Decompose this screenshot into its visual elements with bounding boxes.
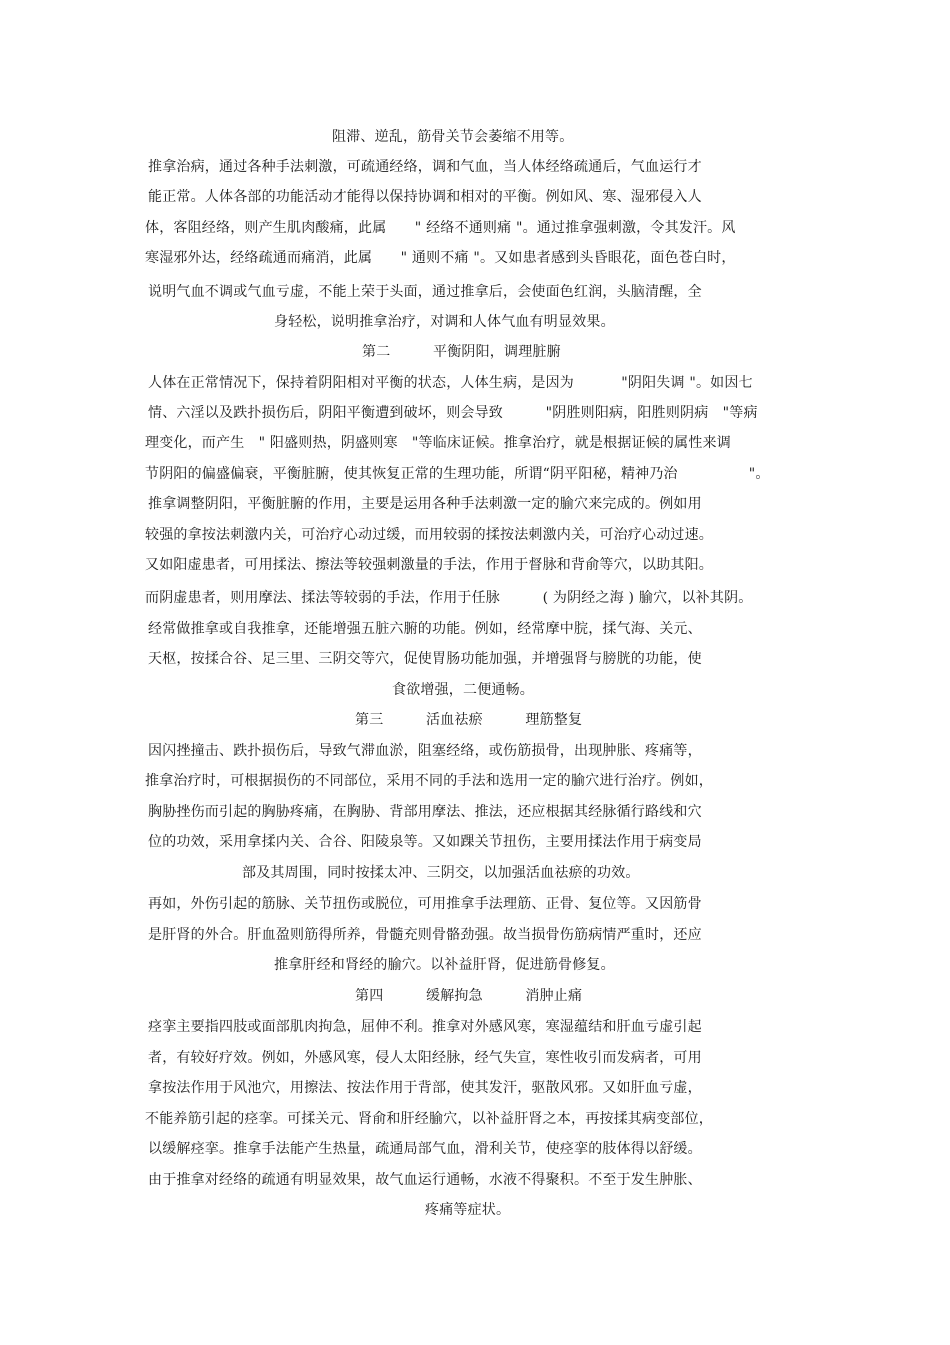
text-line: 不能养筋引起的痉挛。可揉关元、肾俞和肝经腧穴，以补益肝肾之本，再按揉其病变部位， — [145, 1111, 713, 1127]
text-line: 由于推拿对经络的疏通有明显效果，故气血运行通畅，水液不得聚积。不至于发生肿胀、 — [148, 1172, 702, 1188]
text-line: 拿按法作用于风池穴，用擦法、按法作用于背部，使其发汗，驱散风邪。又如肝血亏虚， — [148, 1080, 702, 1096]
text-line: 是肝肾的外合。肝血盈则筋得所养，骨髓充则骨骼劲强。故当损骨伤筋病情严重时，还应 — [148, 927, 702, 943]
text-line: 疼痛等症状。 — [425, 1202, 511, 1218]
text-line: 理变化，而产生 " 阳盛则热，阴盛则寒 "等临床证候。推拿治疗，就是根据证候的属性来调 — [145, 435, 731, 451]
text-line: 阻滞、逆乱，筋骨关节会萎缩不用等。 — [332, 129, 574, 145]
text-line: 推拿治病，通过各种手法刺激，可疏通经络，调和气血，当人体经络疏通后，气血运行才 — [148, 159, 702, 175]
text-line: 较强的拿按法刺激内关，可治疗心动过缓，而用较弱的揉按法刺激内关，可治疗心动过速。 — [145, 527, 713, 543]
text-line: 能正常。人体各部的功能活动才能得以保持协调和相对的平衡。例如风、寒、湿邪侵入人 — [148, 189, 702, 205]
text-line: 因闪挫撞击、跌扑损伤后，导致气滞血淤，阻塞经络，或伤筋损骨，出现肿胀、疼痛等， — [148, 743, 702, 759]
text-line: 再如，外伤引起的筋脉、关节扭伤或脱位，可用推拿手法理筋、正骨、复位等。又因筋骨 — [148, 896, 702, 912]
section-heading: 第二 平衡阴阳，调理脏腑 — [362, 344, 561, 360]
text-line: 推拿治疗时，可根据损伤的不同部位，采用不同的手法和选用一定的腧穴进行治疗。例如， — [145, 773, 713, 789]
text-line: 体，客阻经络，则产生肌肉酸痛，此属 " 经络不通则痛 "。通过推拿强刺激，令其发汗。风 — [145, 220, 736, 236]
text-line: 节阴阳的偏盛偏衰，平衡脏腑，使其恢复正常的生理功能，所谓“阴平阳秘，精神乃治 "。 — [145, 466, 770, 482]
text-line: 推拿肝经和肾经的腧穴。以补益肝肾，促进筋骨修复。 — [274, 957, 615, 973]
text-line: 痉挛主要指四肢或面部肌肉拘急，屈伸不利。推拿对外感风寒，寒湿蕴结和肝血亏虚引起 — [148, 1019, 702, 1035]
text-line: 位的功效，采用拿揉内关、合谷、阳陵泉等。又如踝关节扭伤，主要用揉法作用于病变局 — [148, 834, 702, 850]
text-line: 天枢，按揉合谷、足三里、三阴交等穴，促使胃肠功能加强，并增强肾与膀胱的功能，使 — [148, 651, 702, 667]
text-line: 人体在正常情况下，保持着阴阳相对平衡的状态，人体生病，是因为 "阴阳失调 "。如因七 — [148, 375, 753, 391]
text-line: 胸胁挫伤而引起的胸胁疼痛，在胸胁、背部用摩法、推法，还应根据其经脉循行路线和穴 — [148, 804, 702, 820]
text-line: 部及其周围，同时按揉太冲、三阴交，以加强活血祛瘀的功效。 — [242, 865, 640, 881]
text-line: 寒湿邪外达，经络疏通而痛消，此属 " 通则不痛 "。又如患者感到头昏眼花，面色苍白时， — [145, 250, 736, 266]
section-heading: 第三 活血祛瘀 理筋整复 — [355, 712, 583, 728]
text-line: 说明气血不调或气血亏虚，不能上荣于头面，通过推拿后，会使面色红润，头脑清醒，全 — [148, 284, 702, 300]
section-heading: 第四 缓解拘急 消肿止痛 — [355, 988, 583, 1004]
text-line: 推拿调整阴阳，平衡脏腑的作用，主要是运用各种手法刺激一定的腧穴来完成的。例如用 — [148, 496, 702, 512]
text-line: 身轻松，说明推拿治疗，对调和人体气血有明显效果。 — [274, 314, 615, 330]
text-line: 者，有较好疗效。例如，外感风寒，侵人太阳经脉，经气失宣，寒性收引而发病者，可用 — [148, 1050, 702, 1066]
text-line: 又如阳虚患者，可用揉法、擦法等较强刺激量的手法，作用于督脉和背俞等穴，以助其阳。 — [145, 557, 713, 573]
text-line: 而阴虚患者，则用摩法、揉法等较弱的手法，作用于任脉 ( 为阴经之海 ) 腧穴，以补其阴。 — [145, 590, 753, 606]
text-line: 以缓解痉挛。推拿手法能产生热量，疏通局部气血，滑利关节，使痉挛的肢体得以舒缓。 — [148, 1141, 702, 1157]
text-line: 情、六淫以及跌扑损伤后，阴阳平衡遭到破坏，则会导致 "阴胜则阳病，阳胜则阴病 "等病 — [148, 405, 758, 421]
text-line: 食欲增强，二便通畅。 — [392, 682, 534, 698]
text-line: 经常做推拿或自我推拿，还能增强五脏六腑的功能。例如，经常摩中脘，揉气海、关元、 — [148, 621, 702, 637]
